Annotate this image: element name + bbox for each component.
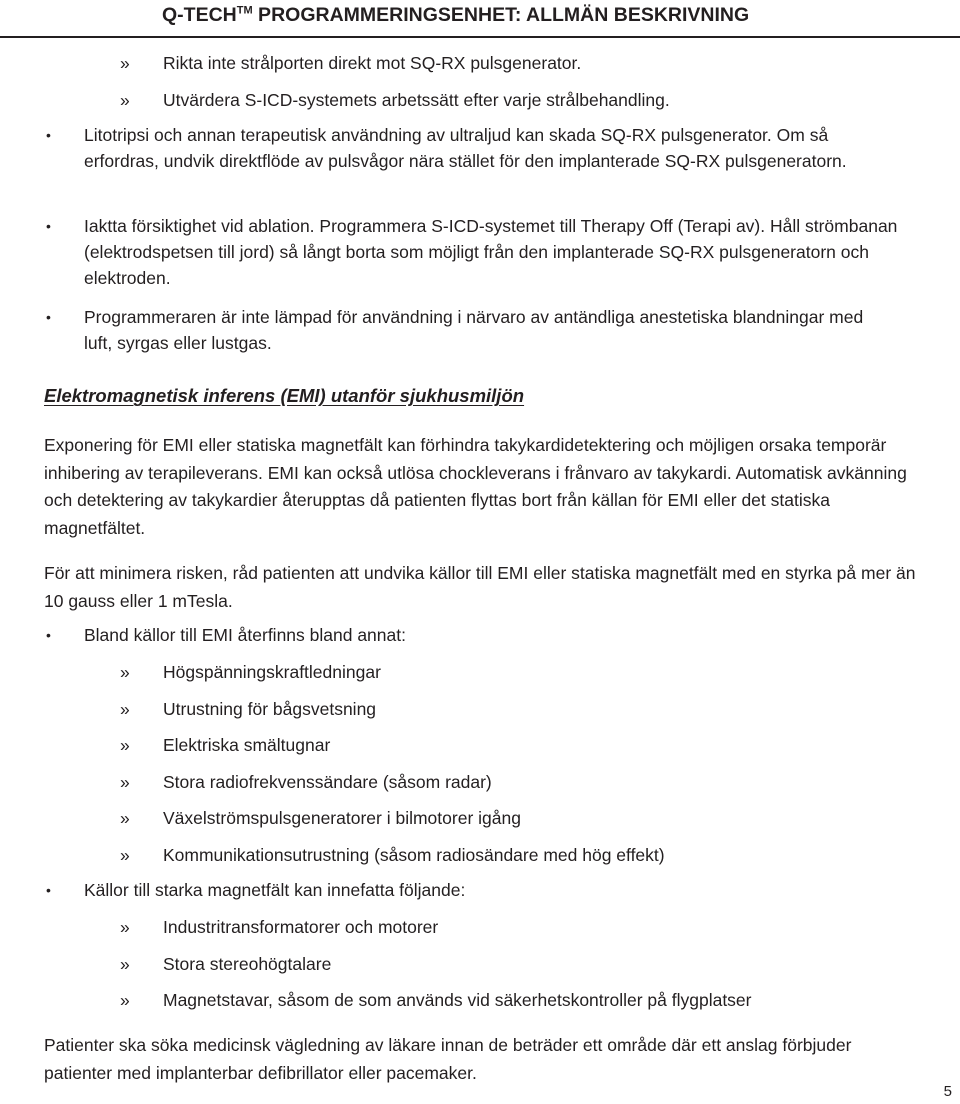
list-item: » Stora stereohögtalare bbox=[163, 951, 923, 977]
list-item: • Bland källor till EMI återfinns bland annat: bbox=[84, 622, 884, 648]
list-item: • Litotripsi och annan terapeutisk användning av ultraljud kan skada SQ-RX pulsgenerator. Om så erfordras, undvik direktflöde av pulsvågor nära stället för den implanterade SQ-RX pulsgeneratorn. bbox=[84, 122, 874, 174]
list-item: • Iaktta försiktighet vid ablation. Programmera S-ICD-systemet till Therapy Off (Terapi av). Håll strömbanan (elektrodspetsen till jord) så långt borta som möjligt från den implanterade SQ-RX pulsgeneratorn och elektroden. bbox=[84, 213, 954, 291]
top-bullet-item bbox=[46, 122, 874, 174]
bullet-marker: • bbox=[46, 218, 51, 234]
closing-paragraph: Patienter ska söka medicinsk vägledning av läkare innan de beträder ett område där ett anslag förbjuder patienter med implanterbar defibrillator eller pacemaker. bbox=[44, 1035, 852, 1083]
paragraph: Exponering för EMI eller statiska magnetfält kan förhindra takykardidetektering och möjligen orsaka temporär inhibering av terapileverans. EMI kan också utlösa chockleverans i frånvaro av takykardi. Automatisk avkänning och detektering av takykardier återupptas då patienten flyttas bort från källan för EMI eller det statiska magnetfältet. bbox=[44, 435, 907, 538]
bullet-marker: • bbox=[46, 127, 51, 143]
list-item: » Utvärdera S-ICD-systemets arbetssätt efter varje strålbehandling. bbox=[163, 87, 923, 113]
bullet-marker: • bbox=[46, 882, 51, 898]
list-item: • Källor till starka magnetfält kan innefatta följande: bbox=[84, 877, 884, 903]
emi-sources-items bbox=[120, 659, 923, 868]
list-item: » Växelströmspulsgeneratorer i bilmotorer igång bbox=[163, 805, 923, 831]
list-item: • Programmeraren är inte lämpad för användning i närvaro av antändliga anestetiska blandningar med luft, syrgas eller lustgas. bbox=[84, 304, 874, 356]
list-item: » Elektriska smältugnar bbox=[163, 732, 923, 758]
raquo-marker: » bbox=[120, 917, 130, 937]
magnet-sources-items bbox=[120, 914, 923, 1013]
list-item: » Högspänningskraftledningar bbox=[163, 659, 923, 685]
top-sub-list bbox=[120, 50, 923, 113]
raquo-marker: » bbox=[120, 53, 130, 73]
raquo-marker: » bbox=[120, 990, 130, 1011]
top-bullet-item bbox=[46, 304, 874, 356]
raquo-marker: » bbox=[120, 662, 130, 682]
list-item: » Magnetstavar, såsom de som används vid säkerhetskontroller på flygplatser bbox=[163, 987, 923, 1013]
raquo-marker: » bbox=[120, 735, 130, 756]
emi-sources-list bbox=[46, 622, 884, 648]
raquo-marker: » bbox=[120, 698, 130, 719]
trademark-mark: TM bbox=[236, 4, 253, 17]
raquo-marker: » bbox=[120, 90, 130, 110]
raquo-marker: » bbox=[120, 808, 130, 829]
raquo-marker: » bbox=[120, 771, 130, 792]
bullet-marker: • bbox=[46, 309, 51, 325]
section-heading: Elektromagnetisk inferens (EMI) utanför sjukhusmiljön bbox=[44, 385, 525, 406]
top-bullet-item bbox=[46, 213, 954, 291]
magnet-sources-list bbox=[46, 877, 884, 903]
raquo-marker: » bbox=[120, 844, 130, 865]
bullet-marker: • bbox=[46, 627, 51, 643]
list-item: » Stora radiofrekvenssändare (såsom radar) bbox=[163, 769, 923, 795]
page-title: Q-TECH™ PROGRAMMERINGSENHET: ALLMÄN BESKRIVNING bbox=[162, 4, 750, 26]
list-item: » Rikta inte strålporten direkt mot SQ-RX pulsgenerator. bbox=[163, 50, 923, 76]
paragraph: För att minimera risken, råd patienten att undvika källor till EMI eller statiska magnetfält med en styrka på mer än 10 gauss eller 1 mTesla. bbox=[44, 563, 916, 611]
raquo-marker: » bbox=[120, 953, 130, 974]
list-item: » Utrustning för bågsvetsning bbox=[163, 696, 923, 722]
page-header bbox=[0, 0, 960, 38]
list-item: » Industritransformatorer och motorer bbox=[163, 914, 923, 940]
page-number: 5 bbox=[943, 1083, 952, 1100]
list-item: » Kommunikationsutrustning (såsom radiosändare med hög effekt) bbox=[163, 842, 923, 868]
